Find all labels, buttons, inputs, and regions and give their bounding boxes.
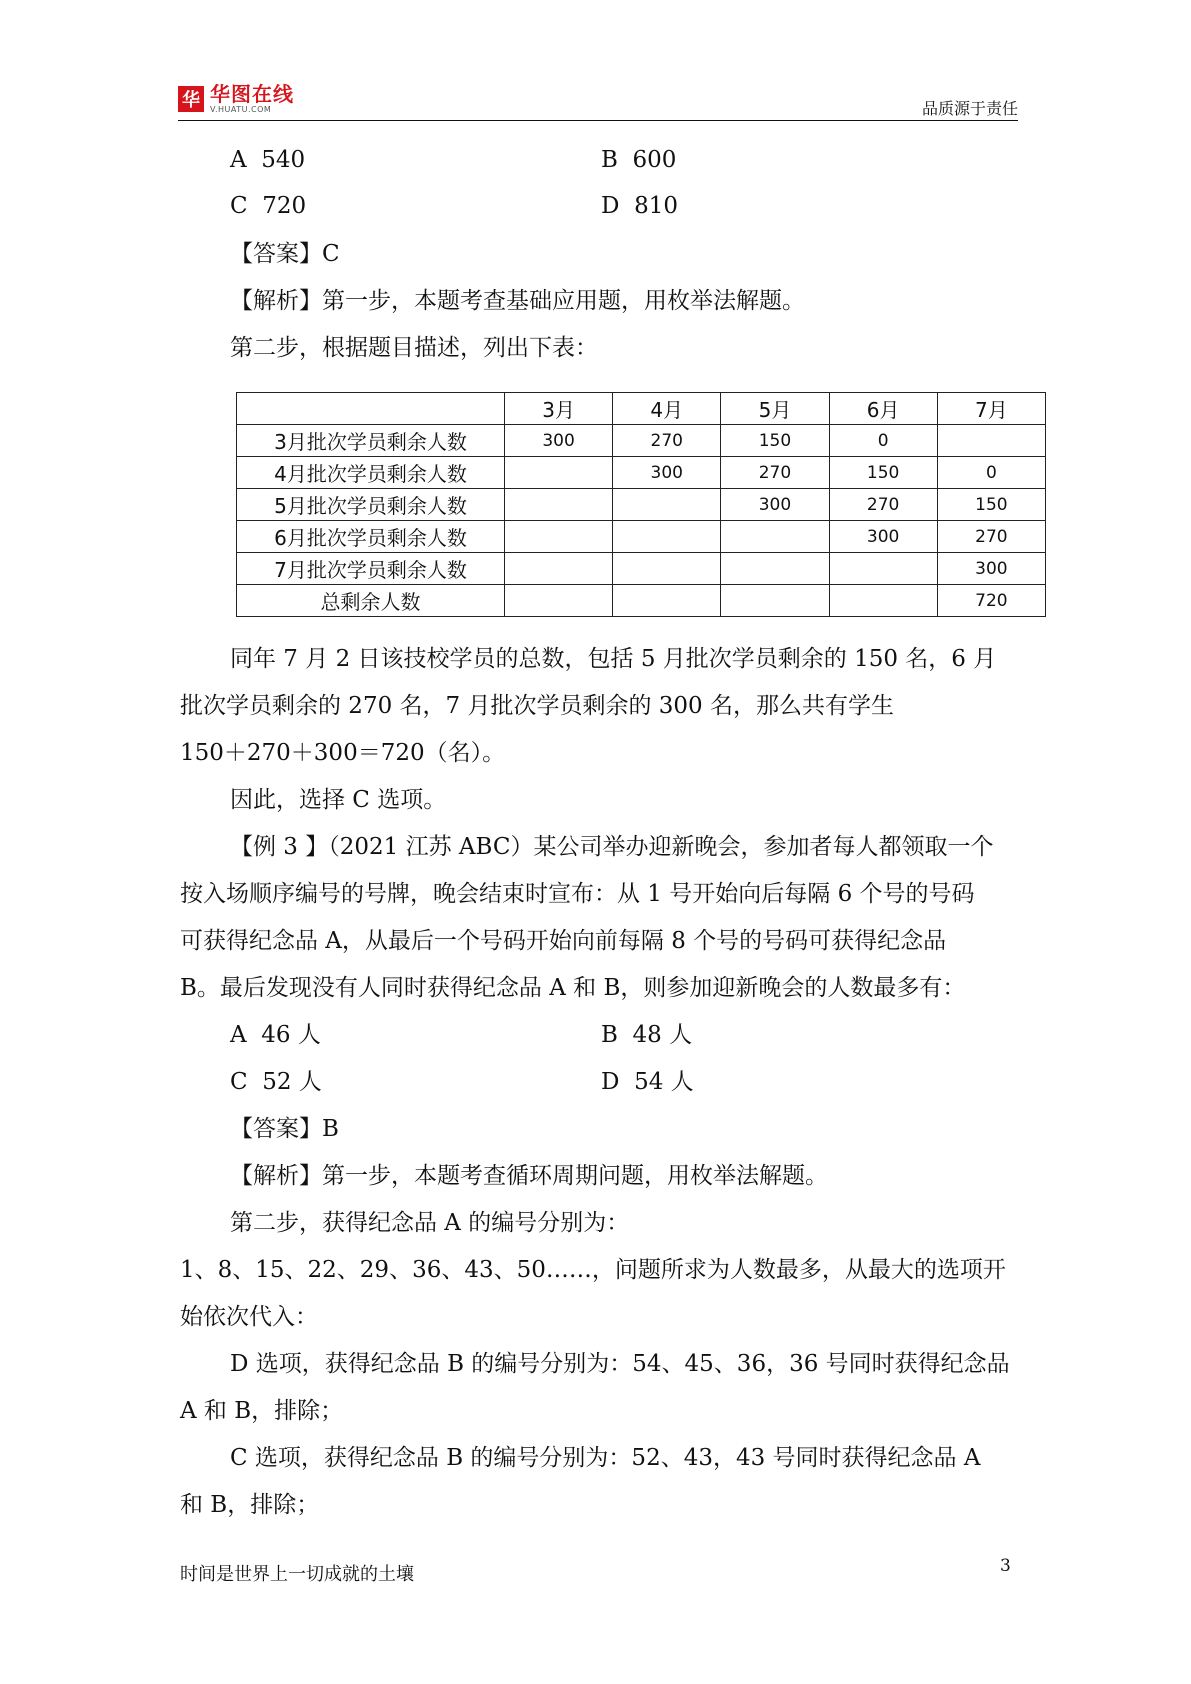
table-row: [237, 425, 1046, 457]
q3-option-c-check-line1: C 选项，获得纪念品 B 的编号分别为：52、43，43 号同时获得纪念品 A: [230, 1445, 981, 1471]
q3-stem-line4: B。最后发现没有人同时获得纪念品 A 和 B，则参加迎新晚会的人数最多有：: [180, 975, 966, 1001]
table-cell: [721, 553, 829, 585]
table-header-cell: 5月: [721, 393, 829, 425]
q3-stem-line1: 【例 3 】（2021 江苏 ABC）某公司举办迎新晚会，参加者每人都领取一个: [230, 834, 994, 860]
table-cell: [937, 425, 1045, 457]
q3-stem-line2: 按入场顺序编号的号牌，晚会结束时宣布：从 1 号开始向后每隔 6 个号的号码: [180, 881, 975, 907]
table-cell: [721, 521, 829, 553]
table-row: [237, 457, 1046, 489]
q3-option-d-check-line1: D 选项，获得纪念品 B 的编号分别为：54、45、36，36 号同时获得纪念品: [230, 1351, 1010, 1377]
table-cell: 270: [937, 521, 1045, 553]
table-cell: [829, 585, 937, 617]
table-cell: 总剩余人数: [237, 585, 505, 617]
table-cell: 270: [829, 489, 937, 521]
header-slogan: 品质源于责任: [921, 99, 1018, 118]
table-cell: 300: [505, 425, 613, 457]
table-cell: 300: [613, 457, 721, 489]
page-number: 3: [1000, 1556, 1011, 1576]
table-cell: 720: [937, 585, 1045, 617]
table-cell: 6月批次学员剩余人数: [237, 521, 505, 553]
table-header-cell: 3月: [505, 393, 613, 425]
table-cell: [721, 585, 829, 617]
table-cell: 300: [721, 489, 829, 521]
q2-explanation-line3: 150＋270＋300＝720（名）。: [180, 740, 506, 766]
q3-answer: 【答案】B: [230, 1116, 339, 1142]
table-cell: [505, 585, 613, 617]
table-cell: 7月批次学员剩余人数: [237, 553, 505, 585]
table-row: [237, 585, 1046, 617]
q3-analysis-step1: 【解析】第一步，本题考查循环周期问题，用枚举法解题。: [230, 1163, 828, 1189]
q3-option-a: A 46 人: [230, 1022, 321, 1048]
footer-motto: 时间是世界上一切成就的土壤: [180, 1564, 414, 1585]
q2-explanation-line1: 同年 7 月 2 日该技校学员的总数，包括 5 月批次学员剩余的 150 名，6 月: [230, 646, 997, 672]
q2-option-b: B 600: [601, 147, 677, 173]
table-cell: 150: [937, 489, 1045, 521]
q3-option-b: B 48 人: [601, 1022, 693, 1048]
logo-mark-icon: 华: [178, 86, 204, 112]
table-header-cell: [237, 393, 505, 425]
table-cell: [613, 489, 721, 521]
q2-option-a: A 540: [230, 147, 306, 173]
table-cell: 300: [829, 521, 937, 553]
remaining-students-table: [236, 392, 1046, 617]
q2-analysis-step1: 【解析】第一步，本题考查基础应用题，用枚举法解题。: [230, 288, 805, 314]
q2-answer: 【答案】C: [230, 241, 340, 267]
table-cell: 4月批次学员剩余人数: [237, 457, 505, 489]
table-cell: [505, 457, 613, 489]
q3-analysis-step2: 第二步，获得纪念品 A 的编号分别为：: [230, 1210, 630, 1236]
table-row: [237, 521, 1046, 553]
table-header-cell: 4月: [613, 393, 721, 425]
q2-analysis-step2: 第二步，根据题目描述，列出下表：: [230, 335, 598, 361]
table-cell: [613, 585, 721, 617]
table-cell: [613, 553, 721, 585]
page-header: [178, 80, 1018, 121]
table-row: [237, 553, 1046, 585]
table-cell: 300: [937, 553, 1045, 585]
table-cell: 0: [829, 425, 937, 457]
huatu-logo: [178, 84, 294, 114]
table-row: [237, 489, 1046, 521]
table-header-cell: 7月: [937, 393, 1045, 425]
table-cell: 270: [613, 425, 721, 457]
q2-option-d: D 810: [601, 193, 678, 219]
q3-stem-line3: 可获得纪念品 A，从最后一个号码开始向前每隔 8 个号的号码可获得纪念品: [180, 928, 947, 954]
q2-explanation-line2: 批次学员剩余的 270 名，7 月批次学员剩余的 300 名，那么共有学生: [180, 693, 894, 719]
table-cell: 150: [829, 457, 937, 489]
q3-option-c-check-line2: 和 B，排除；: [180, 1492, 320, 1518]
q3-option-d-check-line2: A 和 B，排除；: [180, 1398, 344, 1424]
table-cell: [505, 553, 613, 585]
q3-option-d: D 54 人: [601, 1069, 694, 1095]
table-cell: 5月批次学员剩余人数: [237, 489, 505, 521]
q3-sequence-line2: 始依次代入：: [180, 1304, 318, 1330]
table-cell: [829, 553, 937, 585]
table-cell: 3月批次学员剩余人数: [237, 425, 505, 457]
table-cell: 0: [937, 457, 1045, 489]
q2-conclusion: 因此，选择 C 选项。: [230, 787, 447, 813]
q3-option-c: C 52 人: [230, 1069, 322, 1095]
logo-name: 华图在线: [210, 82, 294, 106]
table-header-row: [237, 393, 1046, 425]
table-cell: [505, 489, 613, 521]
q3-sequence-line1: 1、8、15、22、29、36、43、50……，问题所求为人数最多，从最大的选项开: [180, 1257, 1006, 1283]
logo-url: V.HUATU.COM: [210, 105, 272, 114]
table-header-cell: 6月: [829, 393, 937, 425]
table-cell: [505, 521, 613, 553]
table-cell: 270: [721, 457, 829, 489]
q2-option-c: C 720: [230, 193, 307, 219]
table-cell: 150: [721, 425, 829, 457]
table-cell: [613, 521, 721, 553]
